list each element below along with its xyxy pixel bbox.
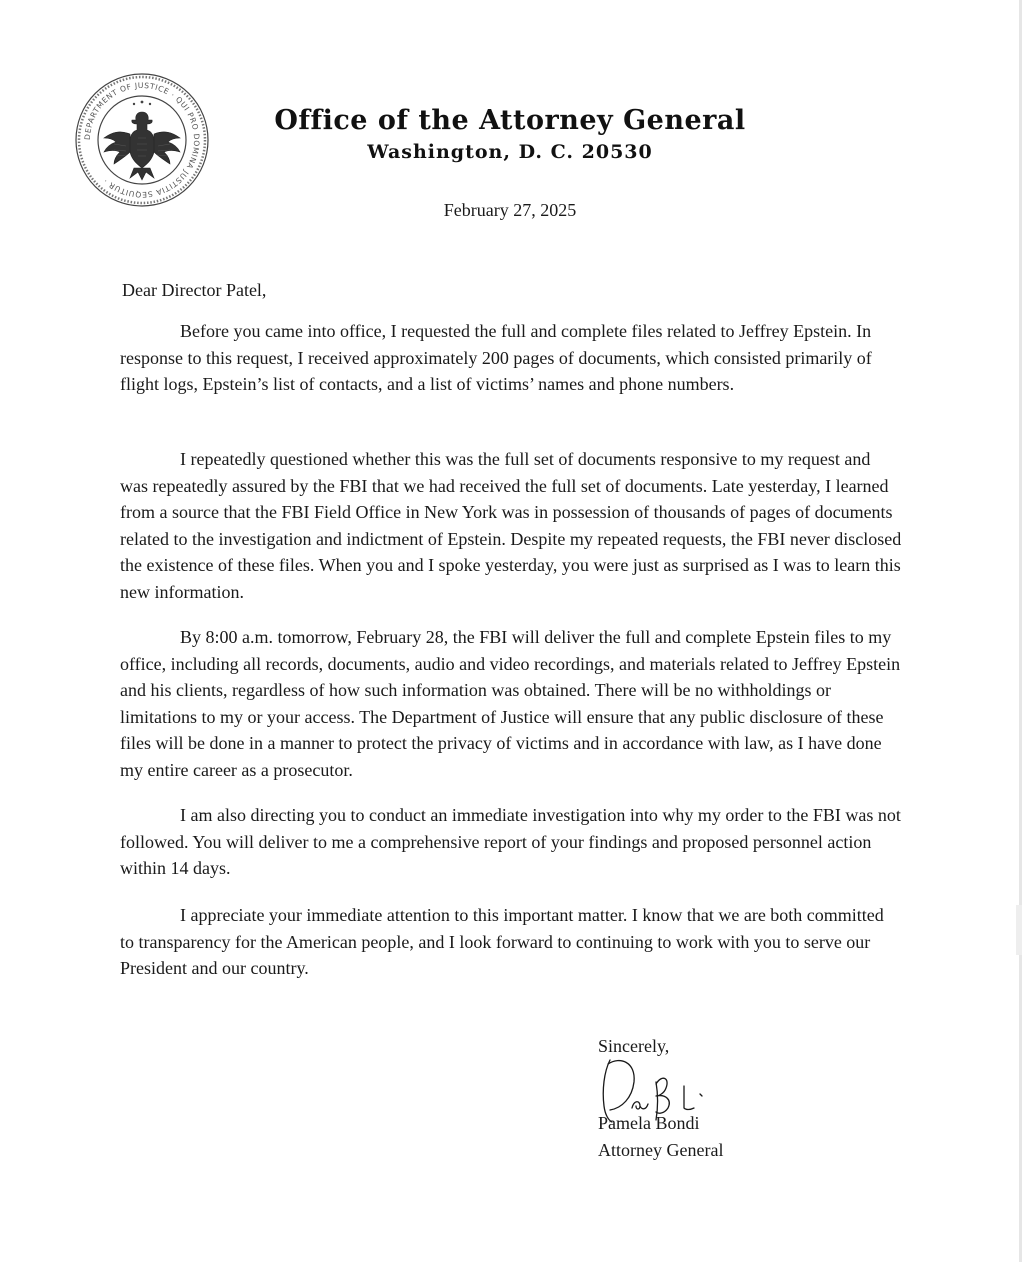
letterhead bbox=[250, 104, 770, 164]
office-title: Office of the Attorney General bbox=[274, 105, 746, 136]
closing: Sincerely, bbox=[598, 1036, 670, 1056]
body-paragraph-3: By 8:00 a.m. tomorrow, February 28, the FBI will deliver the full and complete Epstein files to my office, including all records, documents, audio and video recordings, and materials related to Jeffrey Epstein and his clients, regardless of how such information was obtained. There will be no withholdings or limitations to my or your access. The Department of Justice will ensure that any public disclosure of these files will be done in a manner to protect the privacy of victims and in accordance with law, as I have done my entire career as a prosecutor. bbox=[120, 627, 901, 780]
salutation: Dear Director Patel, bbox=[122, 280, 267, 300]
body-paragraph-4: I am also directing you to conduct an immediate investigation into why my order to the FBI was not followed. You will deliver to me a comprehensive report of your findings and proposed personnel action within 14 days. bbox=[120, 805, 901, 878]
body-paragraph-2: I repeatedly questioned whether this was the full set of documents responsive to my request and was repeatedly assured by the FBI that we had received the full set of documents. Late yesterday, I learned from a source that the FBI Field Office in New York was in possession of thousands of pages of documents related to the investigation and indictment of Epstein. Despite my repeated requests, the FBI never disclosed the existence of these files. When you and I spoke yesterday, you were just as surprised as I was to learn this new information. bbox=[120, 449, 902, 602]
signer-name: Pamela Bondi bbox=[598, 1113, 700, 1133]
body-paragraph-1: Before you came into office, I requested the full and complete files related to Jeffrey Epstein. In response to this request, I received approximately 200 pages of documents, which consisted primarily of flight logs, Epstein’s list of contacts, and a list of victims’ names and phone numbers. bbox=[120, 321, 872, 394]
letter-date: February 27, 2025 bbox=[443, 200, 577, 220]
doj-seal-icon bbox=[74, 72, 210, 208]
signer-title: Attorney General bbox=[598, 1140, 724, 1160]
office-address: Washington, D. C. 20530 bbox=[367, 141, 653, 163]
scan-edge-mark bbox=[1016, 905, 1022, 955]
body-paragraph-5: I appreciate your immediate attention to this important matter. I know that we are both committed to transparency for the American people, and I look forward to continuing to work with you to serve our President and our country. bbox=[120, 905, 884, 978]
svg-text:DEPARTMENT OF JUSTICE · QUI PR: DEPARTMENT OF JUSTICE · QUI PRO DOMINA JUSTITIA SEQUITUR · bbox=[82, 80, 202, 200]
